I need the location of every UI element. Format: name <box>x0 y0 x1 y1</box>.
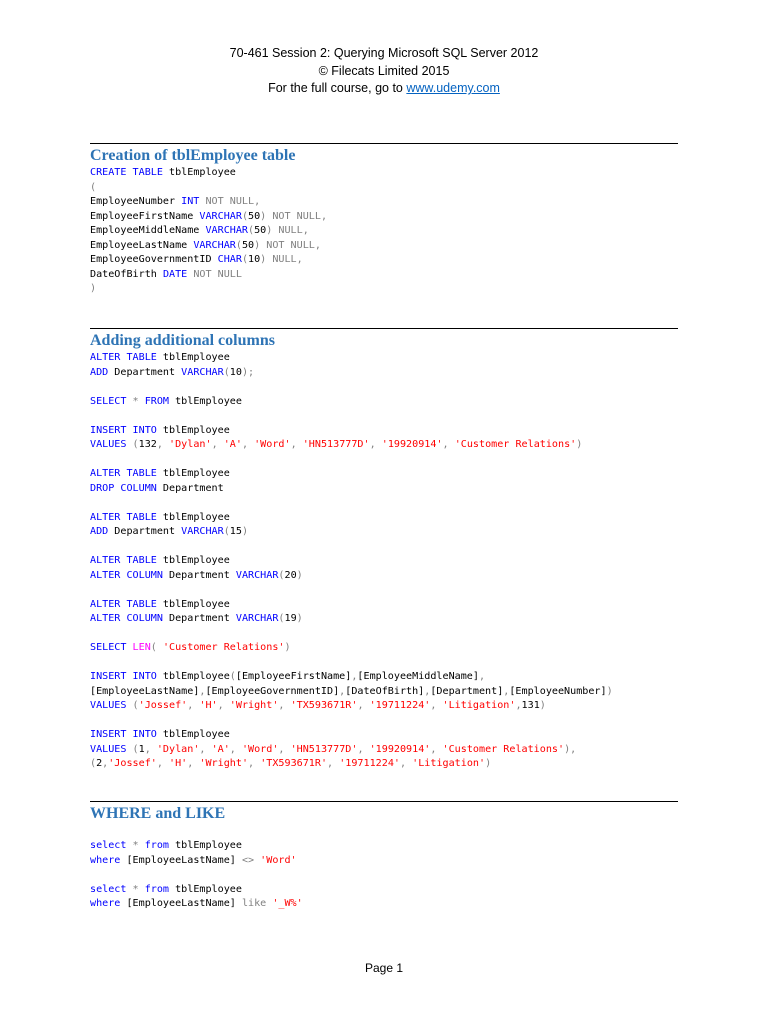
code-line <box>90 868 303 883</box>
code-token: 'Dylan' <box>169 439 212 450</box>
code-token: VALUES <box>90 700 127 711</box>
code-token: ) <box>241 526 249 537</box>
code-token: 'Jossef' <box>138 700 188 711</box>
code-token: DATE <box>162 268 188 280</box>
code-token: CHAR <box>217 254 242 265</box>
code-token: LEN <box>132 642 151 653</box>
code-token: tblEmployee <box>156 555 230 566</box>
code-token: ( <box>278 613 285 624</box>
code-line <box>90 395 613 410</box>
code-token: 'Litigation' <box>442 700 516 711</box>
code-token: 50 <box>248 210 261 222</box>
code-token: ) <box>284 642 291 653</box>
code-line <box>90 482 613 497</box>
code-token: , <box>241 439 249 450</box>
code-token: ALTER TABLE <box>90 468 157 479</box>
code-line <box>90 511 613 526</box>
code-line <box>90 268 327 283</box>
code-token: like <box>241 898 267 909</box>
code-block-additional-columns <box>90 351 613 772</box>
code-token: , <box>399 758 407 769</box>
code-token: 132 <box>138 439 157 450</box>
code-token: NOT NULL <box>193 268 242 280</box>
document-header <box>0 45 768 98</box>
code-line <box>90 883 303 898</box>
code-token: VARCHAR <box>235 613 279 624</box>
code-token: , <box>187 700 194 711</box>
code-token: 'TX593671R' <box>290 700 358 711</box>
code-token: VALUES <box>90 439 127 450</box>
code-token: tblEmployee <box>156 352 230 363</box>
code-token: * <box>132 840 139 851</box>
code-token: 131 <box>521 700 540 711</box>
code-token: ); <box>241 366 255 378</box>
code-token: VARCHAR <box>235 569 279 581</box>
code-token: ) <box>606 685 613 697</box>
code-token: VARCHAR <box>181 526 224 537</box>
code-token: VARCHAR <box>205 225 249 236</box>
code-token: ( <box>90 181 97 193</box>
code-token: tblEmployee <box>156 424 230 436</box>
code-token: 'Wright' <box>199 758 249 769</box>
code-token: [EmployeeFirstName] <box>235 671 352 682</box>
code-token: ( <box>229 671 236 682</box>
header-copyright: © Filecats Limited 2015 <box>318 63 450 78</box>
code-token: , <box>187 758 194 769</box>
code-line <box>90 380 613 395</box>
code-line <box>90 685 613 700</box>
code-line <box>90 496 613 511</box>
code-line <box>90 366 613 381</box>
code-token: [EmployeeNumber] <box>509 685 607 697</box>
code-token: ) NULL, <box>266 225 309 236</box>
code-token: EmployeeFirstName <box>90 210 200 222</box>
code-line <box>90 743 613 758</box>
code-line <box>90 166 327 181</box>
code-token: ) <box>576 439 583 450</box>
code-token: ( <box>241 210 249 222</box>
code-token: 'Dylan' <box>156 743 200 755</box>
code-token: 'H' <box>169 758 188 769</box>
code-token: ) <box>90 283 97 294</box>
code-line <box>90 569 613 584</box>
code-token: DROP COLUMN <box>90 482 157 494</box>
code-token: ) NOT NULL, <box>260 210 328 222</box>
code-token: EmployeeNumber <box>90 196 182 207</box>
code-token: '_W%' <box>272 898 303 909</box>
code-line <box>90 554 613 569</box>
code-token: CREATE <box>90 167 127 178</box>
code-token: ALTER TABLE <box>90 352 157 363</box>
code-token: ( <box>132 700 139 711</box>
code-token: select <box>90 840 127 851</box>
code-token: , <box>248 758 255 769</box>
code-line <box>90 453 613 468</box>
code-token: , <box>515 700 522 711</box>
code-token: SELECT <box>90 642 127 653</box>
code-token: tblEmployee <box>156 598 230 610</box>
code-token: , <box>102 758 109 769</box>
code-token: Department <box>162 613 236 624</box>
code-token: tblEmployee <box>156 468 230 479</box>
header-title: 70-461 Session 2: Querying Microsoft SQL Server 2012 <box>229 46 539 60</box>
code-token: , <box>357 743 364 755</box>
section-heading-where-like: WHERE and LIKE <box>90 805 226 822</box>
code-token: Department <box>162 569 236 581</box>
code-line <box>90 612 613 627</box>
code-token: 'Customer Relations' <box>162 642 285 653</box>
code-token: <> <box>241 854 255 866</box>
code-block-creation <box>90 166 327 297</box>
code-token: DateOfBirth <box>90 268 163 280</box>
code-token: tblEmployee <box>169 395 242 407</box>
code-token: ( <box>223 526 230 537</box>
code-token: from <box>144 883 170 895</box>
code-token: FROM <box>144 395 170 407</box>
code-token: , <box>211 439 218 450</box>
section-heading-additional-columns: Adding additional columns <box>90 332 275 349</box>
code-token: EmployeeLastName <box>90 239 194 251</box>
code-token: tblEmployee <box>162 167 236 178</box>
code-token: tblEmployee <box>169 840 242 851</box>
code-token: , <box>278 700 285 711</box>
code-token: , <box>290 439 297 450</box>
code-token: 'Jossef' <box>108 758 157 769</box>
code-token: , <box>339 685 346 697</box>
code-token: ALTER COLUMN <box>90 569 163 581</box>
code-token: 'Word' <box>254 439 291 450</box>
code-token: ) <box>539 700 546 711</box>
code-token: where <box>90 898 121 909</box>
code-token: , <box>199 685 206 697</box>
code-token: [DateOfBirth] <box>345 685 425 697</box>
code-token: ( <box>223 366 230 378</box>
code-token: tblEmployee <box>156 729 230 740</box>
code-token: ( <box>90 758 97 769</box>
code-token: ) NULL, <box>260 254 303 265</box>
code-token: [EmployeeLastName] <box>90 685 200 697</box>
code-token: 'Customer Relations' <box>454 439 577 450</box>
code-token: [EmployeeLastName] <box>120 898 242 909</box>
code-token: VARCHAR <box>181 366 224 378</box>
code-token: from <box>144 840 170 851</box>
code-token: INT <box>181 196 200 207</box>
code-token: 10 <box>229 366 242 378</box>
code-line <box>90 540 613 555</box>
code-token: ALTER TABLE <box>90 511 157 523</box>
code-line <box>90 424 613 439</box>
code-token: , <box>430 743 437 755</box>
code-token: , <box>199 743 206 755</box>
code-line <box>90 210 327 225</box>
code-line <box>90 699 613 714</box>
code-token: tblEmployee <box>156 511 230 523</box>
code-line <box>90 467 613 482</box>
code-token: ) <box>296 613 303 624</box>
header-course-text: For the full course, go to <box>268 81 407 95</box>
code-token: , <box>357 700 364 711</box>
code-token: ( <box>132 743 139 755</box>
code-line <box>90 897 303 912</box>
code-token: Department <box>108 366 182 378</box>
section-divider <box>90 143 678 144</box>
code-token: '19711224' <box>369 700 431 711</box>
code-token: '19920914' <box>369 743 431 755</box>
code-line <box>90 525 613 540</box>
code-token: VALUES <box>90 743 127 755</box>
code-token: ADD <box>90 526 109 537</box>
code-token: 'A' <box>223 439 242 450</box>
code-line <box>90 351 613 366</box>
code-token: INSERT INTO <box>90 729 157 740</box>
code-token: 2 <box>96 758 103 769</box>
code-token: ), <box>564 743 577 755</box>
code-token: ( <box>150 642 157 653</box>
code-token: , <box>156 758 163 769</box>
code-token: ( <box>235 239 242 251</box>
code-token: 50 <box>254 225 267 236</box>
code-line <box>90 181 327 196</box>
code-token: ) <box>296 569 303 581</box>
code-token: '19920914' <box>381 439 443 450</box>
code-line <box>90 714 613 729</box>
code-token: * <box>132 883 139 895</box>
code-line <box>90 239 327 254</box>
code-block-where-like <box>90 839 303 912</box>
code-token: 'Customer Relations' <box>442 743 565 755</box>
header-course-line <box>0 80 768 98</box>
code-token: ) <box>485 758 492 769</box>
code-token: 'HN513777D' <box>302 439 370 450</box>
code-token: ALTER TABLE <box>90 555 157 566</box>
code-token: SELECT <box>90 395 127 407</box>
code-token: , <box>144 743 151 755</box>
code-line <box>90 839 303 854</box>
code-token: 10 <box>248 254 261 265</box>
code-token: ADD <box>90 366 109 378</box>
code-token: 20 <box>284 569 297 581</box>
code-token: ALTER COLUMN <box>90 613 163 624</box>
code-line <box>90 598 613 613</box>
section-divider <box>90 801 678 802</box>
section-divider <box>90 328 678 329</box>
code-token: , <box>229 743 236 755</box>
code-token: ) NOT NULL, <box>254 239 321 251</box>
code-token: tblEmployee <box>169 883 242 895</box>
code-line <box>90 670 613 685</box>
code-token: * <box>132 395 139 407</box>
code-line <box>90 195 327 210</box>
code-line <box>90 854 303 869</box>
code-token: VARCHAR <box>193 239 236 251</box>
code-token: [EmployeeMiddleName] <box>357 671 479 682</box>
code-token: 'H' <box>199 700 218 711</box>
code-line <box>90 728 613 743</box>
code-token: tblEmployee <box>156 671 230 682</box>
code-token: [EmployeeGovernmentID] <box>205 685 340 697</box>
code-line <box>90 757 613 772</box>
udemy-link[interactable]: www.udemy.com <box>406 81 500 95</box>
code-token: ( <box>241 254 249 265</box>
code-token: 'A' <box>211 743 230 755</box>
code-token: TABLE <box>132 167 163 178</box>
code-token: , <box>442 439 449 450</box>
page-number: Page 1 <box>364 961 404 975</box>
code-token: INSERT INTO <box>90 671 157 682</box>
code-token: , <box>424 685 431 697</box>
code-token: , <box>327 758 334 769</box>
code-token: , <box>369 439 376 450</box>
code-token: , <box>430 700 437 711</box>
code-token: 'Word' <box>241 743 279 755</box>
code-token: , <box>156 439 163 450</box>
code-token: INSERT INTO <box>90 424 157 436</box>
code-line <box>90 627 613 642</box>
code-token: , <box>217 700 224 711</box>
code-line <box>90 224 327 239</box>
code-token: ( <box>278 569 285 581</box>
code-token: 'Wright' <box>229 700 279 711</box>
code-line <box>90 253 327 268</box>
code-token: EmployeeMiddleName <box>90 225 206 236</box>
code-line <box>90 583 613 598</box>
code-token: 'Word' <box>260 854 297 866</box>
code-token: 'TX593671R' <box>260 758 328 769</box>
code-token: 19 <box>284 613 297 624</box>
code-token: 'HN513777D' <box>290 743 358 755</box>
code-line <box>90 438 613 453</box>
code-token: EmployeeGovernmentID <box>90 254 218 265</box>
code-token: , <box>503 685 510 697</box>
code-token: 15 <box>229 526 242 537</box>
code-token: VARCHAR <box>199 210 242 222</box>
code-token: Department <box>156 482 224 494</box>
code-token: ( <box>132 439 139 450</box>
code-token: , <box>278 743 285 755</box>
code-token: [Department] <box>430 685 504 697</box>
code-token: where <box>90 854 121 866</box>
code-token: 1 <box>138 743 145 755</box>
code-token: , <box>478 671 486 682</box>
code-token: 50 <box>241 239 255 251</box>
code-token: NOT NULL, <box>205 196 261 207</box>
code-token: Department <box>108 526 182 537</box>
code-token: '19711224' <box>339 758 400 769</box>
code-token: [EmployeeLastName] <box>120 854 242 866</box>
code-line <box>90 641 613 656</box>
code-token: , <box>351 671 358 682</box>
code-line <box>90 282 327 297</box>
code-token: ALTER TABLE <box>90 598 157 610</box>
code-line <box>90 409 613 424</box>
code-token: ( <box>248 225 255 236</box>
code-token: select <box>90 883 127 895</box>
code-line <box>90 656 613 671</box>
code-token: 'Litigation' <box>412 758 486 769</box>
section-heading-creation: Creation of tblEmployee table <box>90 147 296 164</box>
